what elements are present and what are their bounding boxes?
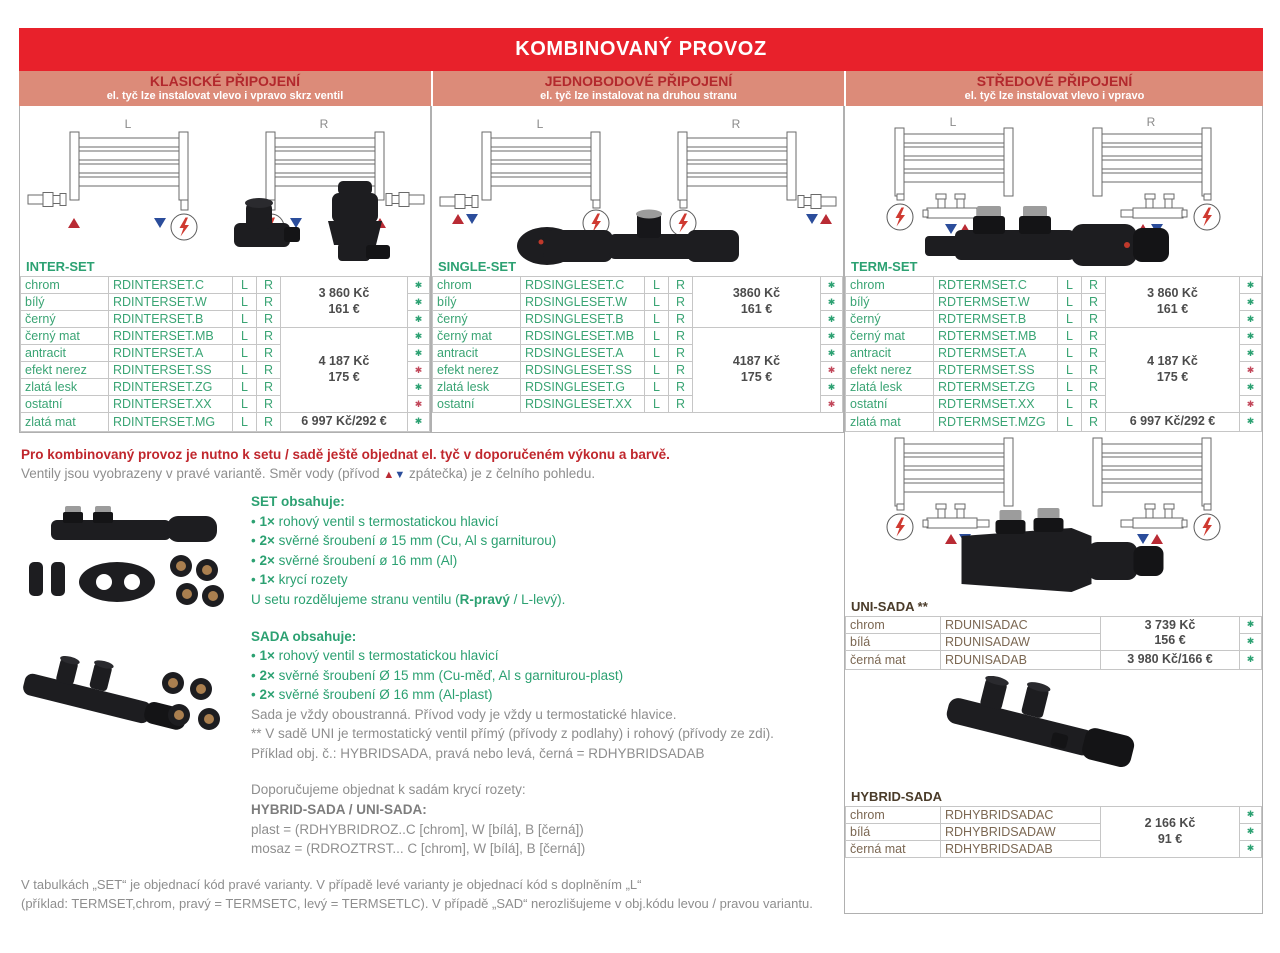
- cell-right-variant: R: [669, 294, 693, 311]
- set-kit-photo: [21, 506, 229, 612]
- availability-star: ✱: [1240, 328, 1262, 345]
- cell-color-name: černý: [21, 311, 109, 328]
- availability-star: ✱: [408, 277, 430, 294]
- ordering-code-footnote: [21, 875, 818, 914]
- cell-left-variant: L: [233, 362, 257, 379]
- sada-contents-title: SADA obsahuje:: [251, 628, 357, 644]
- sada-note: ** V sadě UNI je termostatický ventil přímý (přívody z podlahy) i rohový (přívody ze zdi).: [251, 726, 774, 742]
- cell-order-code: RDINTERSET.B: [109, 311, 233, 328]
- cell-order-code: RDINTERSET.MB: [109, 328, 233, 345]
- availability-star: ✱: [1240, 277, 1262, 294]
- cell-right-variant: R: [257, 362, 281, 379]
- cell-color-name: zlatá mat: [21, 413, 109, 432]
- fitting-nuts: [162, 672, 220, 730]
- set-item: • 1× rohový ventil s termostatickou hlavicí: [251, 513, 499, 529]
- cell-left-variant: L: [645, 311, 669, 328]
- column-title: JEDNOBODOVÉ PŘIPOJENÍ: [544, 73, 733, 89]
- cell-left-variant: L: [233, 379, 257, 396]
- supply-arrow-icon: [452, 214, 464, 224]
- supply-arrow-icon: [945, 534, 957, 544]
- sada-note: Příklad obj. č.: HYBRIDSADA, pravá nebo levá, černá = RDHYBRIDSADAB: [251, 745, 705, 761]
- central-valve-icon: [923, 194, 989, 218]
- cell-color-name: černý mat: [846, 328, 934, 345]
- cell-order-code: RDHYBRIDSADAB: [941, 840, 1101, 857]
- recommendation-mosaz: mosaz = (RDROZTRST... C [chrom], W [bílá], B [černá]): [251, 841, 586, 857]
- cell-left-variant: L: [233, 311, 257, 328]
- recommendation-block: [251, 780, 818, 858]
- cell-order-code: RDINTERSET.A: [109, 345, 233, 362]
- fitting-nuts: [170, 555, 224, 607]
- cell-color-name: černý: [433, 311, 521, 328]
- availability-star: ✱: [408, 311, 430, 328]
- return-arrow-icon: [806, 214, 818, 224]
- footnote-line: (příklad: TERMSET,chrom, pravý = TERMSETC, levý = TERMSETLC). V případě „SAD“ nerozlišujeme v obj.kódu levou / pravou variantu.: [21, 896, 813, 912]
- product-row: [846, 277, 1262, 294]
- cell-color-name: zlatá lesk: [846, 379, 934, 396]
- cell-order-code: RDTERMSET.B: [934, 311, 1058, 328]
- product-row: [433, 277, 843, 294]
- supply-arrow-icon: [374, 218, 386, 228]
- orientation-text: Ventily jsou vyobrazeny v pravé variantě. Směr vody (přívod: [21, 466, 384, 482]
- cell-order-code: RDUNISADAW: [941, 633, 1101, 650]
- availability-star: ✱: [821, 362, 843, 379]
- cell-color-name: bílý: [433, 294, 521, 311]
- cell-left-variant: L: [1058, 413, 1082, 432]
- electric-rod-icon: [1194, 514, 1220, 540]
- supply-arrow-icon: [959, 224, 971, 234]
- cell-price: 3 739 Kč 156 €: [1101, 616, 1240, 650]
- availability-star: ✱: [1240, 311, 1262, 328]
- cell-right-variant: R: [1082, 413, 1106, 432]
- radiator-diagram-central: [845, 106, 1260, 256]
- hybrid-sada-photo-area: [845, 670, 1262, 786]
- sada-note: Sada je vždy oboustranná. Přívod vody je vždy u termostatické hlavice.: [251, 706, 677, 722]
- return-arrow-icon: [290, 218, 302, 228]
- cell-price: 4 187 Kč 175 €: [281, 328, 408, 413]
- cell-price: 6 997 Kč/292 €: [1106, 413, 1240, 432]
- product-row: [846, 806, 1262, 823]
- radiator-icon: [70, 132, 188, 200]
- catalog-page: [19, 28, 1263, 914]
- availability-star: ✱: [1240, 823, 1262, 840]
- cell-order-code: RDUNISADAC: [941, 616, 1101, 633]
- column-box-classic: [19, 106, 431, 433]
- footnote-line: V tabulkách „SET“ je objednací kód pravé varianty. V případě levé varianty je objednací kód s doplněním „L“: [21, 876, 642, 892]
- right-variant-label: R: [1146, 115, 1156, 129]
- availability-star: ✱: [1240, 345, 1262, 362]
- table-title-hybrid-sada: HYBRID-SADA: [851, 788, 942, 804]
- cell-color-name: černá mat: [846, 650, 941, 669]
- availability-star: ✱: [1240, 633, 1262, 650]
- central-valve-icon: [1121, 504, 1187, 528]
- term-set-table: [845, 276, 1262, 432]
- column-subtitle: el. tyč lze instalovat vlevo i vpravo: [964, 90, 1145, 102]
- cell-order-code: RDTERMSET.MB: [934, 328, 1058, 345]
- column-subtitle: el. tyč lze instalovat na druhou stranu: [540, 90, 737, 102]
- cell-right-variant: R: [1082, 277, 1106, 294]
- table-title-single-set: SINGLE-SET: [438, 259, 517, 274]
- cell-price: 6 997 Kč/292 €: [281, 413, 408, 432]
- radiator-icon: [895, 438, 1013, 506]
- availability-star: ✱: [408, 379, 430, 396]
- cell-right-variant: R: [257, 345, 281, 362]
- cell-right-variant: R: [257, 379, 281, 396]
- cell-right-variant: R: [1082, 294, 1106, 311]
- cell-order-code: RDINTERSET.ZG: [109, 379, 233, 396]
- cell-right-variant: R: [257, 277, 281, 294]
- supply-arrow-icon: [1151, 534, 1163, 544]
- valve-orientation-note: [21, 464, 818, 484]
- availability-star: ✱: [408, 413, 430, 432]
- cell-right-variant: R: [257, 294, 281, 311]
- product-row: [21, 413, 430, 432]
- cell-right-variant: R: [669, 396, 693, 413]
- cell-order-code: RDHYBRIDSADAC: [941, 806, 1101, 823]
- cell-right-variant: R: [1082, 328, 1106, 345]
- cell-color-name: černý: [846, 311, 934, 328]
- cell-left-variant: L: [1058, 345, 1082, 362]
- cell-color-name: chrom: [846, 616, 941, 633]
- supply-arrow-icon: [820, 214, 832, 224]
- cell-order-code: RDSINGLESET.MB: [521, 328, 645, 345]
- cell-order-code: RDSINGLESET.G: [521, 379, 645, 396]
- cell-left-variant: L: [645, 277, 669, 294]
- set-contents-block: [251, 492, 818, 609]
- return-arrow-icon: [154, 218, 166, 228]
- cell-order-code: RDUNISADAB: [941, 650, 1101, 669]
- set-item: • 2× svěrné šroubení ø 15 mm (Cu, Al s garniturou): [251, 533, 557, 549]
- cell-left-variant: L: [233, 277, 257, 294]
- cell-order-code: RDSINGLESET.C: [521, 277, 645, 294]
- product-row: [21, 328, 430, 345]
- recommendation-title: HYBRID-SADA / UNI-SADA:: [251, 802, 427, 817]
- cell-left-variant: L: [233, 294, 257, 311]
- cell-order-code: RDINTERSET.MG: [109, 413, 233, 432]
- cell-color-name: černý mat: [21, 328, 109, 345]
- inter-set-table: [20, 276, 430, 432]
- radiator-icon: [482, 132, 600, 200]
- cell-order-code: RDTERMSET.W: [934, 294, 1058, 311]
- supply-arrow-icon: [1137, 224, 1149, 234]
- cell-left-variant: L: [645, 362, 669, 379]
- sada-item: • 2× svěrné šroubení Ø 16 mm (Al-plast): [251, 687, 493, 703]
- page-banner: KOMBINOVANÝ PROVOZ: [19, 28, 1263, 71]
- cell-left-variant: L: [1058, 277, 1082, 294]
- combined-operation-note: Pro kombinovaný provoz je nutno k setu / sadě ještě objednat el. tyč v doporučeném výkonu a barvě.: [21, 446, 670, 462]
- radiator-icon: [1093, 128, 1211, 196]
- cell-color-name: bílý: [846, 294, 934, 311]
- cell-left-variant: L: [645, 294, 669, 311]
- cell-order-code: RDSINGLESET.A: [521, 345, 645, 362]
- right-variant-label: R: [731, 117, 741, 131]
- cell-color-name: antracit: [21, 345, 109, 362]
- cell-order-code: RDTERMSET.ZG: [934, 379, 1058, 396]
- column-central: [844, 71, 1263, 914]
- cell-price: 3860 Kč 161 €: [693, 277, 821, 328]
- cell-left-variant: L: [645, 379, 669, 396]
- cell-color-name: ostatní: [846, 396, 934, 413]
- cell-color-name: antracit: [846, 345, 934, 362]
- column-header-classic: [19, 71, 431, 106]
- cell-price: 4 187 Kč 175 €: [1106, 328, 1240, 413]
- cell-order-code: RDSINGLESET.W: [521, 294, 645, 311]
- cell-left-variant: L: [233, 413, 257, 432]
- column-title: STŘEDOVÉ PŘIPOJENÍ: [976, 73, 1133, 89]
- sada-item: • 1× rohový ventil s termostatickou hlavicí: [251, 648, 499, 664]
- cell-right-variant: R: [257, 328, 281, 345]
- classic-diagram: [20, 106, 430, 256]
- set-contents-title: SET obsahuje:: [251, 494, 345, 510]
- cell-order-code: RDTERMSET.SS: [934, 362, 1058, 379]
- cell-right-variant: R: [257, 413, 281, 432]
- availability-star: ✱: [408, 328, 430, 345]
- column-box-single: [431, 106, 844, 433]
- cell-right-variant: R: [669, 345, 693, 362]
- left-variant-label: L: [124, 117, 132, 131]
- cell-color-name: efekt nerez: [846, 362, 934, 379]
- sada-contents-block: [251, 627, 818, 764]
- availability-star: ✱: [1240, 806, 1262, 823]
- cell-price: 2 166 Kč 91 €: [1101, 806, 1240, 857]
- hybrid-sada-table: [845, 806, 1262, 858]
- central-diagram: [845, 106, 1262, 256]
- radiator-diagram-single: [432, 106, 842, 256]
- cell-color-name: chrom: [433, 277, 521, 294]
- cell-color-name: ostatní: [433, 396, 521, 413]
- column-box-central: [844, 106, 1263, 914]
- electric-rod-icon: [670, 210, 696, 236]
- availability-star: ✱: [1240, 840, 1262, 857]
- cell-right-variant: R: [669, 277, 693, 294]
- availability-star: ✱: [408, 345, 430, 362]
- product-row: [846, 413, 1262, 432]
- cell-color-name: chrom: [846, 277, 934, 294]
- return-arrow-icon: ▼: [394, 469, 406, 482]
- availability-star: ✱: [821, 328, 843, 345]
- supply-arrow-icon: [68, 218, 80, 228]
- radiator-icon: [678, 132, 796, 200]
- kit-photos: [21, 492, 251, 859]
- table-title-inter-set: INTER-SET: [26, 259, 95, 274]
- cell-color-name: antracit: [433, 345, 521, 362]
- availability-star: ✱: [821, 311, 843, 328]
- electric-rod-icon: [887, 514, 913, 540]
- cell-left-variant: L: [645, 345, 669, 362]
- cell-order-code: RDHYBRIDSADAW: [941, 823, 1101, 840]
- cell-order-code: RDINTERSET.W: [109, 294, 233, 311]
- table-title-term-set: TERM-SET: [851, 259, 918, 274]
- notes-area: [19, 433, 844, 914]
- cell-left-variant: L: [233, 345, 257, 362]
- cell-right-variant: R: [1082, 362, 1106, 379]
- cell-color-name: ostatní: [21, 396, 109, 413]
- cell-price: 3 860 Kč 161 €: [281, 277, 408, 328]
- column-title: KLASICKÉ PŘIPOJENÍ: [149, 73, 301, 89]
- availability-star: ✱: [408, 294, 430, 311]
- table-title-uni-sada: UNI-SADA **: [851, 598, 928, 614]
- cell-color-name: efekt nerez: [433, 362, 521, 379]
- cell-order-code: RDTERMSET.C: [934, 277, 1058, 294]
- electric-rod-icon: [1194, 204, 1220, 230]
- cell-color-name: bílý: [21, 294, 109, 311]
- cell-left-variant: L: [1058, 362, 1082, 379]
- cell-left-variant: L: [645, 396, 669, 413]
- cell-right-variant: R: [1082, 379, 1106, 396]
- set-item: • 1× krycí rozety: [251, 572, 348, 588]
- cell-color-name: chrom: [21, 277, 109, 294]
- hybrid-sada-product-photo: [936, 676, 1171, 780]
- sada-kit-photo: [21, 655, 229, 759]
- left-variant-label: L: [949, 115, 957, 129]
- valve-icon: [28, 193, 66, 207]
- electric-rod-icon: [258, 214, 284, 240]
- electric-rod-icon: [583, 210, 609, 236]
- cell-order-code: RDSINGLESET.XX: [521, 396, 645, 413]
- radiator-icon: [266, 132, 384, 200]
- cell-color-name: zlatá lesk: [433, 379, 521, 396]
- left-variant-label: L: [536, 117, 544, 131]
- column-classic: [19, 71, 431, 433]
- cell-price: 4187 Kč 175 €: [693, 328, 821, 413]
- cell-order-code: RDINTERSET.C: [109, 277, 233, 294]
- return-arrow-icon: [466, 214, 478, 224]
- availability-star: ✱: [408, 362, 430, 379]
- availability-star: ✱: [821, 294, 843, 311]
- return-arrow-icon: [959, 534, 971, 544]
- set-item: • 2× svěrné šroubení ø 16 mm (Al): [251, 552, 458, 568]
- availability-star: ✱: [1240, 413, 1262, 432]
- column-header-single: [431, 71, 844, 106]
- cell-right-variant: R: [1082, 345, 1106, 362]
- set-variant-note: U setu rozdělujeme stranu ventilu (R-pravý / L-levý).: [251, 591, 566, 607]
- cell-order-code: RDINTERSET.XX: [109, 396, 233, 413]
- cell-order-code: RDSINGLESET.SS: [521, 362, 645, 379]
- availability-star: ✱: [821, 345, 843, 362]
- cell-right-variant: R: [669, 379, 693, 396]
- single-set-table: [432, 276, 843, 413]
- return-arrow-icon: [1151, 224, 1163, 234]
- cell-color-name: chrom: [846, 806, 941, 823]
- column-subtitle: el. tyč lze instalovat vlevo i vpravo skrz ventil: [106, 90, 344, 102]
- radiator-diagram-uni: [845, 432, 1260, 552]
- valve-icon: [440, 195, 478, 209]
- cell-right-variant: R: [1082, 396, 1106, 413]
- cell-order-code: RDINTERSET.SS: [109, 362, 233, 379]
- product-row: [846, 328, 1262, 345]
- sada-item: • 2× svěrné šroubení Ø 15 mm (Cu-měď, Al s garniturou-plast): [251, 667, 624, 683]
- cell-color-name: zlatá mat: [846, 413, 934, 432]
- valve-icon: [386, 193, 424, 207]
- cell-right-variant: R: [669, 328, 693, 345]
- availability-star: ✱: [1240, 379, 1262, 396]
- cell-color-name: efekt nerez: [21, 362, 109, 379]
- column-header-central: [844, 71, 1263, 106]
- availability-star: ✱: [821, 396, 843, 413]
- single-diagram: [432, 106, 843, 256]
- cell-price: 3 860 Kč 161 €: [1106, 277, 1240, 328]
- right-variant-label: R: [319, 117, 329, 131]
- product-row: [846, 616, 1262, 633]
- product-row: [846, 650, 1262, 669]
- cell-left-variant: L: [1058, 328, 1082, 345]
- column-single: [431, 71, 844, 433]
- recommendation-plast: plast = (RDHYBRIDROZ..C [chrom], W [bílá], B [černá]): [251, 821, 584, 837]
- product-row: [433, 328, 843, 345]
- cell-color-name: bílá: [846, 823, 941, 840]
- cell-color-name: bílá: [846, 633, 941, 650]
- cell-order-code: RDTERMSET.A: [934, 345, 1058, 362]
- cell-left-variant: L: [233, 328, 257, 345]
- radiator-icon: [1093, 438, 1211, 506]
- cell-right-variant: R: [1082, 311, 1106, 328]
- uni-sada-table: [845, 616, 1262, 670]
- cell-right-variant: R: [257, 311, 281, 328]
- return-arrow-icon: [1137, 534, 1149, 544]
- cell-right-variant: R: [669, 311, 693, 328]
- cell-color-name: černý mat: [433, 328, 521, 345]
- electric-rod-icon: [171, 214, 197, 240]
- availability-star: ✱: [1240, 294, 1262, 311]
- product-row: [21, 277, 430, 294]
- recommendation-intro: Doporučujeme objednat k sadám krycí rozety:: [251, 782, 526, 798]
- electric-rod-icon: [887, 204, 913, 230]
- cell-left-variant: L: [645, 328, 669, 345]
- return-arrow-icon: [945, 224, 957, 234]
- cell-price: 3 980 Kč/166 €: [1101, 650, 1240, 669]
- cell-left-variant: L: [1058, 294, 1082, 311]
- cell-right-variant: R: [669, 362, 693, 379]
- cell-color-name: černá mat: [846, 840, 941, 857]
- availability-star: ✱: [821, 379, 843, 396]
- cell-left-variant: L: [1058, 396, 1082, 413]
- supply-arrow-icon: ▲: [383, 469, 395, 482]
- central-valve-icon: [923, 504, 989, 528]
- availability-star: ✱: [821, 277, 843, 294]
- cell-left-variant: L: [1058, 379, 1082, 396]
- valve-icon: [798, 195, 836, 209]
- availability-star: ✱: [1240, 650, 1262, 669]
- cell-color-name: zlatá lesk: [21, 379, 109, 396]
- radiator-icon: [895, 128, 1013, 196]
- uni-sada-diagram: [845, 432, 1262, 596]
- availability-star: ✱: [1240, 616, 1262, 633]
- cell-order-code: RDSINGLESET.B: [521, 311, 645, 328]
- availability-star: ✱: [1240, 362, 1262, 379]
- cell-right-variant: R: [257, 396, 281, 413]
- central-valve-icon: [1121, 194, 1187, 218]
- cell-order-code: RDTERMSET.MZG: [934, 413, 1058, 432]
- cell-left-variant: L: [233, 396, 257, 413]
- orientation-text: zpátečka) je z čelního pohledu.: [405, 466, 596, 482]
- availability-star: ✱: [408, 396, 430, 413]
- cell-order-code: RDTERMSET.XX: [934, 396, 1058, 413]
- radiator-diagram-classic: [20, 106, 430, 256]
- cell-left-variant: L: [1058, 311, 1082, 328]
- availability-star: ✱: [1240, 396, 1262, 413]
